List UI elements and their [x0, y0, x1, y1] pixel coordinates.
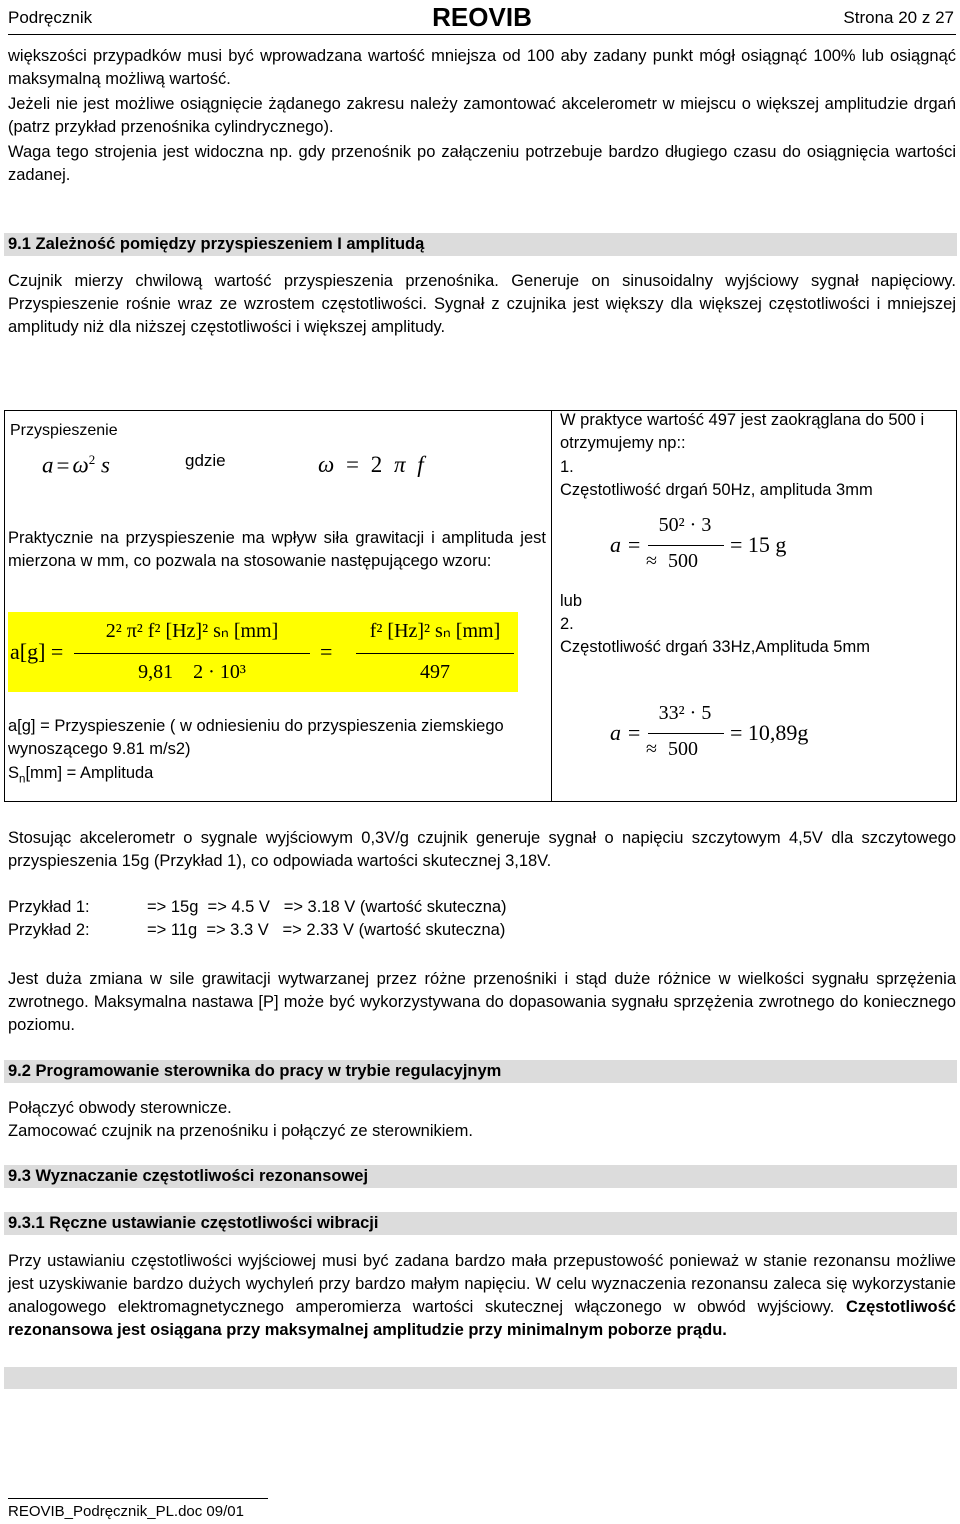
example-2-label: Przykład 2:	[8, 921, 90, 939]
formula-omega-2: ω	[318, 452, 335, 477]
calc2-denominator: 500	[668, 738, 698, 760]
example-1-description: Częstotliwość drgań 50Hz, amplituda 3mm	[560, 481, 873, 499]
section-9-2-line-1: Połączyć obwody sterownicze.	[8, 1099, 232, 1117]
formula-a-omega	[42, 452, 110, 479]
section-9-3-1-bold-text: Częstotliwość rezonansowa jest osiągana przy maksymalnej amplitudzie przy minimalnym poborze prądu.	[8, 1298, 956, 1339]
example-1-label: Przykład 1:	[8, 898, 90, 916]
formula-pi: π	[393, 452, 406, 477]
intro-paragraph-1: większości przypadków musi być wprowadzana wartość mniejsza od 100 aby zadany punkt mógł osiągnąć 100% lub osiągnąć maksymalną możliwą wartość.	[8, 47, 956, 88]
intro-paragraph-2: Jeżeli nie jest możliwe osiągnięcie żądanego zakresu należy zamontować akcelerometr w miejscu o większej amplitudzie drgań (patrz przykład przenośnika cylindrycznego).	[8, 95, 956, 136]
rounding-note: W praktyce wartość 497 jest zaokrąglana do 500 i otrzymujemy np::	[560, 411, 925, 452]
calc1-denominator: 500	[668, 550, 698, 572]
example-1-values: => 15g => 4.5 V => 3.18 V (wartość skuteczna)	[147, 898, 507, 916]
definition-ag: a[g] = Przyspieszenie ( w odniesieniu do przyspieszenia ziemskiego wynoszącego 9.81 m/s2)	[8, 717, 504, 758]
section-9-3-1-heading: 9.3.1 Ręczne ustawianie częstotliwości wibracji	[4, 1212, 957, 1235]
calc2-lhs: a =	[610, 720, 642, 745]
section-9-1-heading: 9.1 Zależność pomiędzy przyspieszeniem I amplitudą	[4, 233, 957, 256]
big-formula-fracline-2	[356, 653, 514, 654]
section-9-2-heading: 9.2 Programowanie sterownika do pracy w trybie regulacyjnym	[4, 1060, 957, 1083]
lub-label: lub	[560, 592, 583, 610]
calc1-lhs: a =	[610, 532, 642, 557]
header-title: REOVIB	[432, 2, 532, 32]
example-2-values: => 11g => 3.3 V => 2.33 V (wartość skuteczna)	[147, 921, 506, 939]
page-number: Strona 20 z 27	[843, 8, 954, 27]
big-formula-fracline-1	[74, 653, 310, 654]
formula-f: f	[417, 452, 424, 477]
formula-eq: =	[56, 452, 70, 478]
practical-text: Praktycznie na przyspieszenie ma wpływ siła grawitacji i amplituda jest mierzona w mm, co pozwala na stosowanie następującego wzoru:	[8, 529, 546, 570]
section-9-2-line-2: Zamocować czujnik na przenośniku i połączyć ze sterownikiem.	[8, 1122, 473, 1140]
calc2-fracline	[648, 733, 724, 734]
section-9-1-body: Czujnik mierzy chwilową wartość przyspieszenia przenośnika. Generuje on sinusoidalny wyjściowy sygnał napięciowy. Przyspieszenie rośnie wraz ze wzrostem częstotliwości. Sygnał z czujnika jest większy dla większej częstotliwości i mniejszej amplitudy niż dla niższej częstotliwości i większej amplitudy.	[8, 272, 956, 336]
calc2-numerator: 33² · 5	[658, 702, 712, 724]
big-formula-lhs: a[g] =	[10, 639, 64, 664]
example-2-description: Częstotliwość drgań 33Hz,Amplituda 5mm	[560, 638, 870, 656]
header-divider	[8, 34, 956, 35]
section-9-3-1-text: Przy ustawianiu częstotliwości wyjściowej musi być zadana bardzo mała przepustowość ponieważ w stanie rezonansu możliwe jest uzyskiwanie bardzo dużych wychyleń przy bardzo małym napięciu. W celu wyznaczenia rezonansu zaleca się wykorzystanie analogowego elektromagnetycznego amperomierza wartości skutecznej włączonego w obwód wyjściowy.	[8, 1252, 956, 1316]
example-2-number: 2.	[560, 615, 574, 633]
footer-divider	[8, 1498, 268, 1499]
calc2-approx: ≈	[646, 738, 657, 760]
big-formula-num2: f² [Hz]² sₙ [mm]	[369, 620, 501, 642]
gravity-paragraph: Jest duża zmiana w sile grawitacji wytwarzanej przez różne przenośniki i stąd duże różnice w wielkości sygnału sprzężenia zwrotnego. Maksymalna nastawa [P] może być wykorzystywana do dopasowania sygnału sprzężenia zwrotnego do koniecznego poziomu.	[8, 970, 956, 1034]
calc2-result: = 10,89g	[730, 720, 809, 745]
formula-a: a	[42, 452, 54, 478]
formula-omega-def	[318, 452, 424, 478]
section-9-3-1-body	[8, 1250, 956, 1342]
page-footer: REOVIB_Podręcznik_PL.doc 09/01	[8, 1503, 244, 1520]
formula-exp: 2	[88, 452, 96, 467]
section-9-3-heading: 9.3 Wyznaczanie częstotliwości rezonansowej	[4, 1165, 957, 1188]
page-header	[8, 2, 956, 32]
gdzie-label: gdzie	[185, 451, 226, 470]
header-left: Podręcznik	[8, 8, 93, 27]
definition-sn-sub: n	[19, 773, 26, 786]
formula-s: s	[100, 452, 110, 478]
section-end-bar	[4, 1367, 957, 1389]
big-formula-num1: 2² π² f² [Hz]² sₙ [mm]	[105, 620, 279, 642]
calc1-result: = 15 g	[730, 532, 787, 557]
example-1-number: 1.	[560, 458, 574, 476]
definition-sn	[8, 762, 153, 791]
definition-sn-symbol: S	[8, 764, 20, 782]
big-formula-eq: =	[320, 639, 333, 664]
calc1-fracline	[648, 545, 724, 546]
big-formula-den2: 497	[420, 661, 450, 683]
calc1-numerator: 50² · 3	[658, 514, 712, 536]
definition-sn-rest: [mm] = Amplituda	[25, 764, 154, 782]
acceleration-label: Przyspieszenie	[10, 422, 118, 439]
formula-omega: ω	[72, 452, 89, 478]
formula-two: 2	[370, 452, 383, 477]
calc1-approx: ≈	[646, 550, 657, 572]
accelerometer-paragraph: Stosując akcelerometr o sygnale wyjściowym 0,3V/g czujnik generuje sygnał o napięciu szczytowym 4,5V dla szczytowego przyspieszenia 15g (Przykład 1), co odpowiada wartości skutecznej 3,18V.	[8, 829, 956, 870]
big-formula-den1: 9,81 2 · 10³	[138, 661, 246, 683]
intro-paragraph-3: Waga tego strojenia jest widoczna np. gdy przenośnik po załączeniu potrzebuje bardzo długiego czasu do osiągnięcia wartości zadanej.	[8, 143, 956, 184]
formula-eq-2: =	[346, 452, 359, 477]
